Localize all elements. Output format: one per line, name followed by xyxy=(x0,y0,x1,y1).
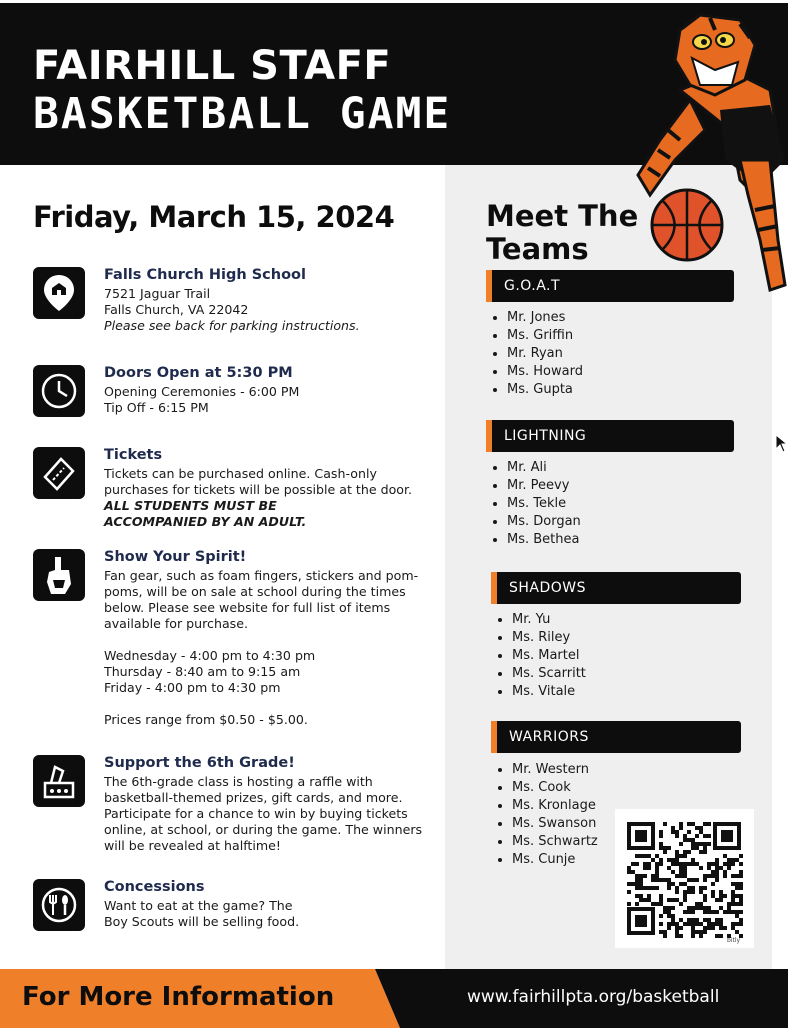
spirit-prices: Prices range from $0.50 - $5.00. xyxy=(104,712,308,727)
title-line-2: BASKETBALL GAME xyxy=(33,89,452,139)
raffle-icon xyxy=(33,755,85,807)
spirit-time-friday: Friday - 4:00 pm to 4:30 pm xyxy=(104,680,281,695)
team-member: • Mr. Jones xyxy=(507,309,583,327)
team-member: • Ms. Gupta xyxy=(507,381,583,399)
team-member: • Ms. Kronlage xyxy=(512,797,598,815)
raffle-text: The 6th-grade class is hosting a raffle with basketball-themed prizes, gift cards, and more. Participate for a chance to win by buying tickets online, at school, or during the game. The winners will be revealed at halftime! xyxy=(104,774,423,853)
qr-caption: bitly xyxy=(727,937,741,944)
qr-code-icon[interactable] xyxy=(615,809,754,948)
spirit-time-wednesday: Wednesday - 4:00 pm to 4:30 pm xyxy=(104,648,316,663)
team-member: • Mr. Yu xyxy=(512,611,586,629)
spirit-title: Show Your Spirit! xyxy=(104,549,247,565)
team-warriors-header: WARRIORS xyxy=(491,721,741,753)
utensils-icon xyxy=(33,879,85,931)
address-line-2: Falls Church, VA 22042 xyxy=(104,302,249,317)
team-member: • Ms. Cunje xyxy=(512,851,598,869)
team-lightning-list xyxy=(487,459,581,549)
spirit-time-thursday: Thursday - 8:40 am to 9:15 am xyxy=(104,664,301,679)
clock-icon xyxy=(33,365,85,417)
foam-finger-icon xyxy=(33,549,85,601)
parking-note: Please see back for parking instructions. xyxy=(104,318,360,333)
raffle-title: Support the 6th Grade! xyxy=(104,755,295,771)
team-shadows-header: SHADOWS xyxy=(491,572,741,604)
ticket-icon xyxy=(33,447,85,499)
team-goat-header: G.O.A.T xyxy=(486,270,734,302)
team-member: • Ms. Schwartz xyxy=(512,833,598,851)
team-member: • Ms. Dorgan xyxy=(507,513,581,531)
tickets-title: Tickets xyxy=(104,447,163,463)
team-member: • Ms. Howard xyxy=(507,363,583,381)
address-line-1: 7521 Jaguar Trail xyxy=(104,286,211,301)
team-member: • Mr. Ali xyxy=(507,459,581,477)
team-warriors-list xyxy=(492,761,598,869)
team-member: • Ms. Griffin xyxy=(507,327,583,345)
team-member: • Ms. Riley xyxy=(512,629,586,647)
spirit-text: Fan gear, such as foam fingers, stickers and pom-poms, will be on sale at school during the times below. Please see website for full list of items available for purchase. xyxy=(104,568,419,631)
team-member: • Mr. Peevy xyxy=(507,477,581,495)
teams-heading: Meet The Teams xyxy=(486,199,639,266)
team-member: • Ms. Bethea xyxy=(507,531,581,549)
team-lightning-header: LIGHTNING xyxy=(486,420,734,452)
team-member: • Ms. Swanson xyxy=(512,815,598,833)
team-member: • Ms. Tekle xyxy=(507,495,581,513)
tickets-warning: ALL STUDENTS MUST BE ACCOMPANIED BY AN ADULT. xyxy=(104,498,307,529)
team-shadows-list xyxy=(492,611,586,701)
concessions-text: Want to eat at the game? The Boy Scouts will be selling food. xyxy=(104,898,300,929)
tickets-text: Tickets can be purchased online. Cash-only purchases for tickets will be possible at the door. xyxy=(104,466,413,497)
location-title: Falls Church High School xyxy=(104,267,306,283)
doors-title: Doors Open at 5:30 PM xyxy=(104,365,293,381)
event-date: Friday, March 15, 2024 xyxy=(33,200,395,234)
team-member: • Ms. Martel xyxy=(512,647,586,665)
footer-label: For More Information xyxy=(22,982,335,1012)
team-member: • Ms. Cook xyxy=(512,779,598,797)
location-pin-icon xyxy=(33,267,85,319)
footer-url[interactable]: www.fairhillpta.org/basketball xyxy=(467,987,720,1007)
concessions-title: Concessions xyxy=(104,879,205,895)
tipoff-time: Tip Off - 6:15 PM xyxy=(104,400,209,415)
title-line-1: FAIRHILL STAFF xyxy=(33,43,392,89)
mouse-cursor-icon xyxy=(775,434,788,454)
ceremonies-time: Opening Ceremonies - 6:00 PM xyxy=(104,384,300,399)
team-member: • Ms. Scarritt xyxy=(512,665,586,683)
team-member: • Ms. Vitale xyxy=(512,683,586,701)
team-goat-list xyxy=(487,309,583,399)
team-member: • Mr. Western xyxy=(512,761,598,779)
team-member: • Mr. Ryan xyxy=(507,345,583,363)
